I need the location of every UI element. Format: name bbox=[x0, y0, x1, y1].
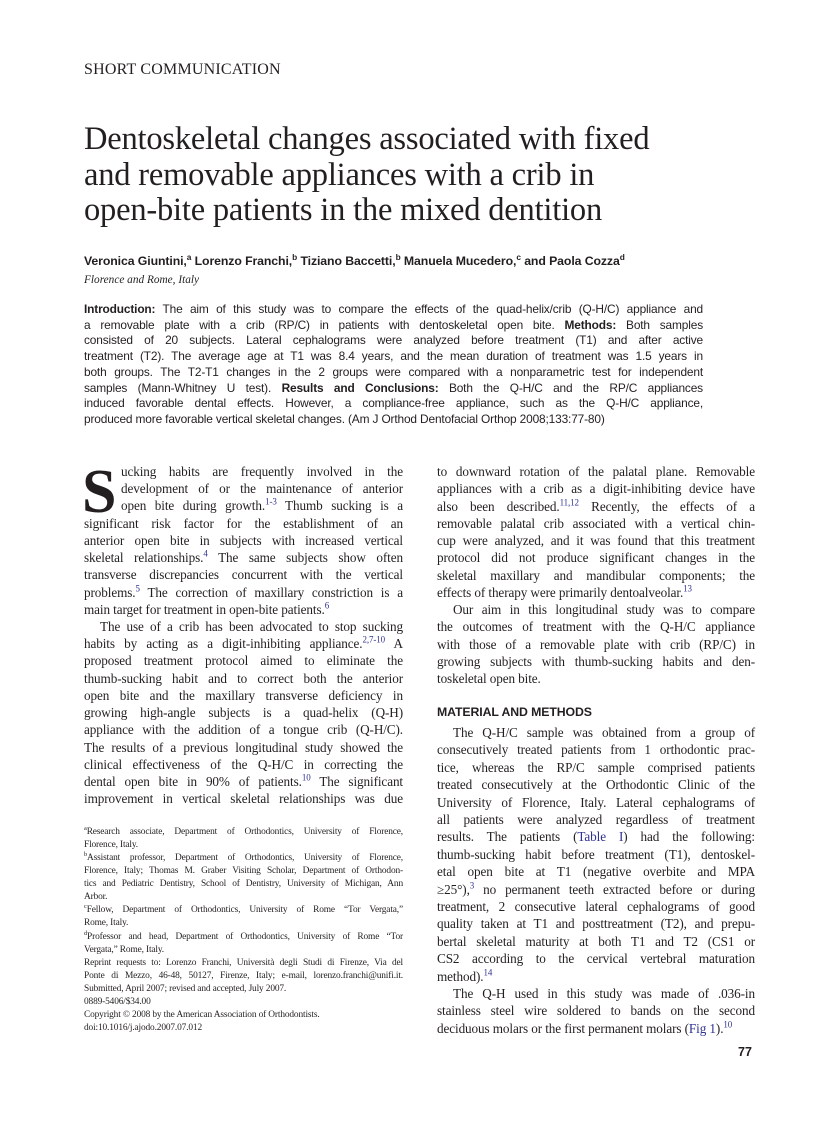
text-run: CS2 according to the cervical vertebral maturation bbox=[437, 951, 755, 967]
text-line bbox=[84, 958, 403, 968]
text-run: also been described. bbox=[437, 498, 560, 514]
text-run: Florence, Italy. bbox=[84, 840, 139, 851]
text-line bbox=[84, 636, 403, 652]
text-line bbox=[84, 892, 403, 902]
text-line bbox=[84, 1023, 403, 1033]
author-affiliation-mark: a bbox=[186, 251, 192, 262]
text-line bbox=[84, 567, 403, 583]
text-run: Fellow, Department of Orthodontics, University of Rome “Tor Vergata,” bbox=[86, 905, 403, 916]
text-line bbox=[84, 774, 403, 790]
author-list bbox=[84, 251, 625, 268]
text-line bbox=[84, 879, 403, 889]
section-heading-methods: MATERIAL AND METHODS bbox=[437, 705, 592, 719]
text-line bbox=[121, 498, 403, 514]
author-affiliation-mark: d bbox=[619, 251, 625, 262]
text-line bbox=[84, 516, 403, 532]
title-line: open-bite patients in the mixed dentition bbox=[84, 192, 603, 228]
text-run: The results of a previous longitudinal study showed the bbox=[84, 739, 403, 755]
text-run: improvement in vertical skeletal relationships was due bbox=[84, 791, 403, 807]
text-run: Reprint requests to: Lorenzo Franchi, Università degli Studi di Firenze, Via del bbox=[84, 957, 403, 968]
text-run: a removable plate with a crib (RP/C) in patients with dentoskeletal open bite. bbox=[84, 317, 565, 332]
text-line bbox=[121, 481, 403, 497]
text-run: Copyright © 2008 by the American Association of Orthodontists. bbox=[84, 1009, 320, 1020]
text-line bbox=[437, 916, 755, 932]
text-run: removable palatal crib associated with a vertical chin- bbox=[437, 515, 755, 531]
text-line bbox=[84, 1010, 403, 1020]
text-line bbox=[84, 824, 403, 837]
text-line bbox=[84, 866, 403, 876]
text-run: Professor and head, Department of Orthodontics, University of Rome “Tor bbox=[87, 931, 403, 942]
text-line bbox=[84, 757, 403, 773]
citation-superscript[interactable]: 4 bbox=[203, 548, 208, 559]
footnote-mark: c bbox=[84, 903, 87, 911]
text-run: Arbor. bbox=[84, 892, 108, 903]
citation-superscript[interactable]: 13 bbox=[683, 583, 692, 594]
text-run: clinical effectiveness of the Q-H/C in correcting the bbox=[84, 756, 403, 772]
citation-superscript[interactable]: 10 bbox=[301, 772, 311, 783]
text-run: ). bbox=[715, 1020, 724, 1036]
text-run: thumb-sucking habit before treatment (T1), dentoskel- bbox=[437, 846, 755, 862]
text-line bbox=[84, 791, 403, 807]
text-line bbox=[84, 602, 403, 618]
text-run: cup were analyzed, and it was found that this treatment bbox=[437, 533, 755, 548]
citation-superscript[interactable]: 10 bbox=[723, 1019, 733, 1030]
text-line bbox=[84, 918, 403, 928]
text-run: proposed treatment protocol aimed to eliminate the bbox=[84, 653, 403, 669]
text-line bbox=[84, 705, 403, 721]
text-line bbox=[437, 654, 755, 670]
text-run: problems. bbox=[84, 584, 136, 600]
text-line bbox=[84, 971, 403, 981]
text-line bbox=[84, 945, 403, 955]
text-run: effects of therapy were primarily dentoalveolar. bbox=[437, 584, 684, 600]
text-line bbox=[437, 550, 755, 566]
text-line bbox=[84, 585, 403, 601]
text-line bbox=[453, 602, 755, 618]
text-line bbox=[437, 847, 755, 863]
text-line bbox=[437, 742, 755, 758]
text-run: ≥25°), bbox=[437, 881, 470, 897]
text-line bbox=[84, 365, 703, 379]
text-line bbox=[84, 853, 403, 863]
text-line bbox=[437, 568, 755, 584]
text-run: Submitted, April 2007; revised and accepted, July 2007. bbox=[84, 983, 287, 994]
author-affiliation-mark: c bbox=[516, 251, 521, 262]
text-line bbox=[437, 934, 755, 950]
text-run: Assistant professor, Department of Orthodontics, University of Florence, bbox=[87, 853, 403, 864]
text-run: bertal skeletal maturity at both T1 and T2 (CS1 or bbox=[437, 933, 755, 949]
author-affiliation-mark: b bbox=[292, 251, 298, 262]
text-line bbox=[437, 795, 755, 811]
citation-superscript[interactable]: 1-3 bbox=[265, 497, 277, 508]
abstract-section-label: Methods: bbox=[564, 317, 617, 332]
author-location: Florence and Rome, Italy bbox=[84, 274, 200, 286]
text-run: etal open bite at T1 (negative overbite and MPA bbox=[437, 864, 755, 880]
text-line bbox=[121, 464, 403, 480]
text-run: method). bbox=[437, 968, 484, 984]
text-run: Both samples bbox=[616, 317, 703, 332]
text-run: induced favorable dental effects. However, a compliance-free appliance, such as the Q-H/C appliance, bbox=[84, 396, 703, 411]
text-run: skeletal maxillary and mandibular components; the bbox=[437, 567, 755, 583]
text-run: A bbox=[385, 636, 403, 652]
text-run: samples (Mann-Whitney U test). bbox=[84, 380, 282, 395]
text-line bbox=[437, 619, 755, 635]
text-line bbox=[84, 333, 703, 347]
text-run: Ponte di Mezzo, 46-48, 50127, Firenze, Italy; e-mail, lorenzo.franchi@unifi.it. bbox=[84, 970, 403, 981]
text-run: ) had the following: bbox=[623, 829, 755, 845]
text-line bbox=[437, 829, 755, 845]
abstract-section-label: Introduction: bbox=[84, 302, 156, 316]
text-line bbox=[437, 812, 755, 828]
text-run: deciduous molars or the first permanent molars ( bbox=[437, 1020, 689, 1036]
text-line bbox=[453, 725, 755, 741]
text-run: Thumb sucking is a bbox=[276, 498, 403, 514]
text-line bbox=[437, 637, 755, 653]
text-line bbox=[84, 318, 703, 332]
text-run: skeletal relationships. bbox=[84, 550, 204, 566]
text-run: open bite and the maxillary transverse deficiency in bbox=[84, 687, 403, 703]
citation-superscript[interactable]: 6 bbox=[324, 600, 330, 611]
text-run: all patients were analyzed regardless of treatment bbox=[437, 812, 755, 827]
text-run: to downward rotation of the palatal plane. Removable bbox=[437, 464, 755, 479]
title-line: Dentoskeletal changes associated with fixed bbox=[84, 121, 650, 157]
text-line bbox=[437, 481, 755, 497]
text-run: growing subjects with thumb-sucking habits and den- bbox=[437, 653, 755, 669]
text-run: produced more favorable vertical skeletal changes. (Am J Orthod Dentofacial Orthop 2008;133:77-80) bbox=[84, 411, 605, 426]
text-run: the outcomes of treatment with the Q-H/C appliance bbox=[437, 619, 755, 635]
text-run: The same subjects show often bbox=[207, 550, 403, 566]
text-line bbox=[84, 396, 703, 410]
author-name: and Paola Cozza bbox=[520, 254, 620, 268]
text-run: both groups. The T2-T1 changes in the 2 groups were compared with a nonparametric test for independent bbox=[84, 364, 703, 379]
text-run: treatment, 2 consecutive lateral cephalograms of good bbox=[437, 899, 755, 914]
text-run: Vergata,” Rome, Italy. bbox=[84, 944, 165, 955]
text-run: 0889-5406/$34.00 bbox=[84, 996, 151, 1007]
text-run: significant risk factor for the establishment of an bbox=[84, 515, 403, 531]
footnote-mark: d bbox=[84, 929, 88, 937]
text-line bbox=[437, 516, 755, 532]
section-label: SHORT COMMUNICATION bbox=[84, 61, 281, 78]
text-run: tice, whereas the RP/C sample comprised patients bbox=[437, 759, 755, 775]
text-line bbox=[84, 550, 403, 566]
text-run: Our aim in this longitudinal study was to compare bbox=[453, 602, 755, 617]
text-line bbox=[84, 984, 403, 994]
text-line bbox=[437, 969, 755, 985]
text-run: thumb-sucking habit and to correct both the anterior bbox=[84, 670, 403, 686]
text-run: The correction of maxillary constriction is a bbox=[139, 584, 403, 600]
text-line bbox=[437, 1003, 755, 1019]
text-run: open bite during growth. bbox=[121, 498, 266, 514]
text-run: Rome, Italy. bbox=[84, 918, 129, 929]
citation-superscript[interactable]: 14 bbox=[483, 967, 493, 978]
text-run: Both the Q-H/C and the RP/C appliances bbox=[438, 380, 703, 395]
text-run: growing high-angle subjects is a quad-helix (Q-H) bbox=[84, 705, 403, 721]
text-line bbox=[84, 905, 403, 915]
text-line bbox=[437, 671, 755, 687]
text-run: toskeletal open bite. bbox=[437, 671, 541, 686]
abstract-section-label: Results and Conclusions: bbox=[281, 380, 439, 395]
text-run: The use of a crib has been advocated to stop sucking bbox=[100, 618, 403, 634]
text-line bbox=[84, 349, 703, 363]
cross-reference-link[interactable]: Fig 1 bbox=[688, 1020, 716, 1036]
author-name: Tiziano Baccetti, bbox=[297, 254, 396, 268]
text-line bbox=[437, 499, 755, 515]
citation-superscript[interactable]: 5 bbox=[135, 583, 140, 594]
text-run: transverse discrepancies concurrent with the vertical bbox=[84, 567, 403, 583]
text-run: consecutively treated patients from 1 orthodontic prac- bbox=[437, 742, 755, 758]
footnote-mark: b bbox=[84, 851, 88, 858]
text-line bbox=[437, 585, 755, 601]
text-line bbox=[84, 412, 703, 426]
text-run: quality taken at T1 and posttreatment (T2), and prepu- bbox=[437, 916, 755, 932]
text-line bbox=[437, 533, 755, 549]
text-line bbox=[84, 671, 403, 687]
text-line bbox=[84, 381, 703, 395]
text-run: treated consecutively at the Orthodontic Clinic of the bbox=[437, 777, 755, 793]
author-name: Lorenzo Franchi, bbox=[191, 254, 293, 268]
text-run: results. The patients ( bbox=[437, 829, 578, 845]
page-number: 77 bbox=[738, 1045, 752, 1059]
text-run: Research associate, Department of Orthodontics, University of Florence, bbox=[86, 827, 403, 837]
text-run: The Q-H/C sample was obtained from a group of bbox=[453, 725, 755, 740]
author-name: Manuela Mucedero, bbox=[400, 254, 517, 268]
text-run: with those of a removable plate with crib (RP/C) in bbox=[437, 636, 755, 652]
text-line bbox=[84, 929, 403, 942]
text-run: Florence, Italy; Thomas M. Graber Visiting Scholar, Department of Orthodon- bbox=[84, 866, 403, 877]
text-line bbox=[84, 840, 403, 850]
text-line bbox=[84, 997, 403, 1007]
text-run: treatment (T2). The average age at T1 was 8.4 years, and the mean duration of treatment was 1.5 years in bbox=[84, 349, 703, 364]
text-run: appliance with the addition of a tongue crib (Q-H/C). bbox=[84, 722, 403, 738]
text-line bbox=[84, 722, 403, 738]
text-run: The significant bbox=[310, 773, 403, 789]
text-run: Recently, the effects of a bbox=[578, 498, 755, 514]
text-line bbox=[453, 986, 755, 1002]
text-line bbox=[84, 302, 703, 316]
text-run: consisted of 20 subjects. Lateral cephalograms were analyzed before treatment (T1) and after active bbox=[84, 333, 703, 348]
text-run: The Q-H used in this study was made of .036-in bbox=[453, 986, 755, 1001]
text-run: tics and Pediatric Dentistry, School of Dentistry, University of Michigan, Ann bbox=[84, 879, 403, 890]
text-run: development of or the maintenance of anterior bbox=[121, 481, 403, 497]
text-run: no permanent teeth extracted before or during bbox=[474, 881, 755, 897]
article-title bbox=[84, 122, 784, 229]
text-line bbox=[437, 760, 755, 776]
text-line bbox=[84, 653, 403, 669]
title-line: and removable appliances with a crib in bbox=[84, 156, 595, 193]
text-line bbox=[84, 533, 403, 549]
citation-superscript[interactable]: 11,12 bbox=[559, 497, 579, 508]
text-run: habits by acting as a digit-inhibiting appliance. bbox=[84, 636, 363, 652]
cross-reference-link[interactable]: Table I bbox=[577, 829, 624, 845]
text-line bbox=[84, 688, 403, 704]
text-line bbox=[84, 740, 403, 756]
drop-cap: S bbox=[82, 458, 117, 526]
text-run: ucking habits are frequently involved in the bbox=[121, 464, 403, 479]
text-line bbox=[437, 864, 755, 880]
text-run: dental open bite in 90% of patients. bbox=[84, 773, 302, 789]
author-affiliation-mark: b bbox=[395, 251, 401, 262]
footnote-mark: a bbox=[84, 824, 87, 832]
text-line bbox=[437, 777, 755, 793]
citation-superscript[interactable]: 2,7-10 bbox=[362, 634, 386, 645]
text-run: anterior open bite in subjects with increased vertical bbox=[84, 532, 403, 548]
text-run: doi:10.1016/j.ajodo.2007.07.012 bbox=[84, 1023, 203, 1034]
text-line bbox=[437, 951, 755, 967]
text-run: protocol did not produce significant changes in the bbox=[437, 550, 755, 566]
text-line bbox=[437, 464, 755, 480]
text-run: appliances with a crib as a digit-inhibiting device have bbox=[437, 481, 755, 497]
author-name: Veronica Giuntini, bbox=[84, 254, 187, 268]
text-line bbox=[437, 882, 755, 898]
text-run: main target for treatment in open-bite patients. bbox=[84, 601, 325, 617]
text-run: stainless steel wire soldered to bands on the second bbox=[437, 1003, 755, 1019]
citation-superscript[interactable]: 3 bbox=[469, 880, 475, 891]
text-run: The aim of this study was to compare the effects of the quad-helix/crib (Q-H/C) appliance and bbox=[155, 302, 703, 316]
text-line bbox=[437, 899, 755, 915]
text-run: University of Florence, Italy. Lateral cephalograms of bbox=[437, 794, 755, 810]
text-line bbox=[100, 619, 403, 635]
text-line bbox=[437, 1021, 755, 1037]
